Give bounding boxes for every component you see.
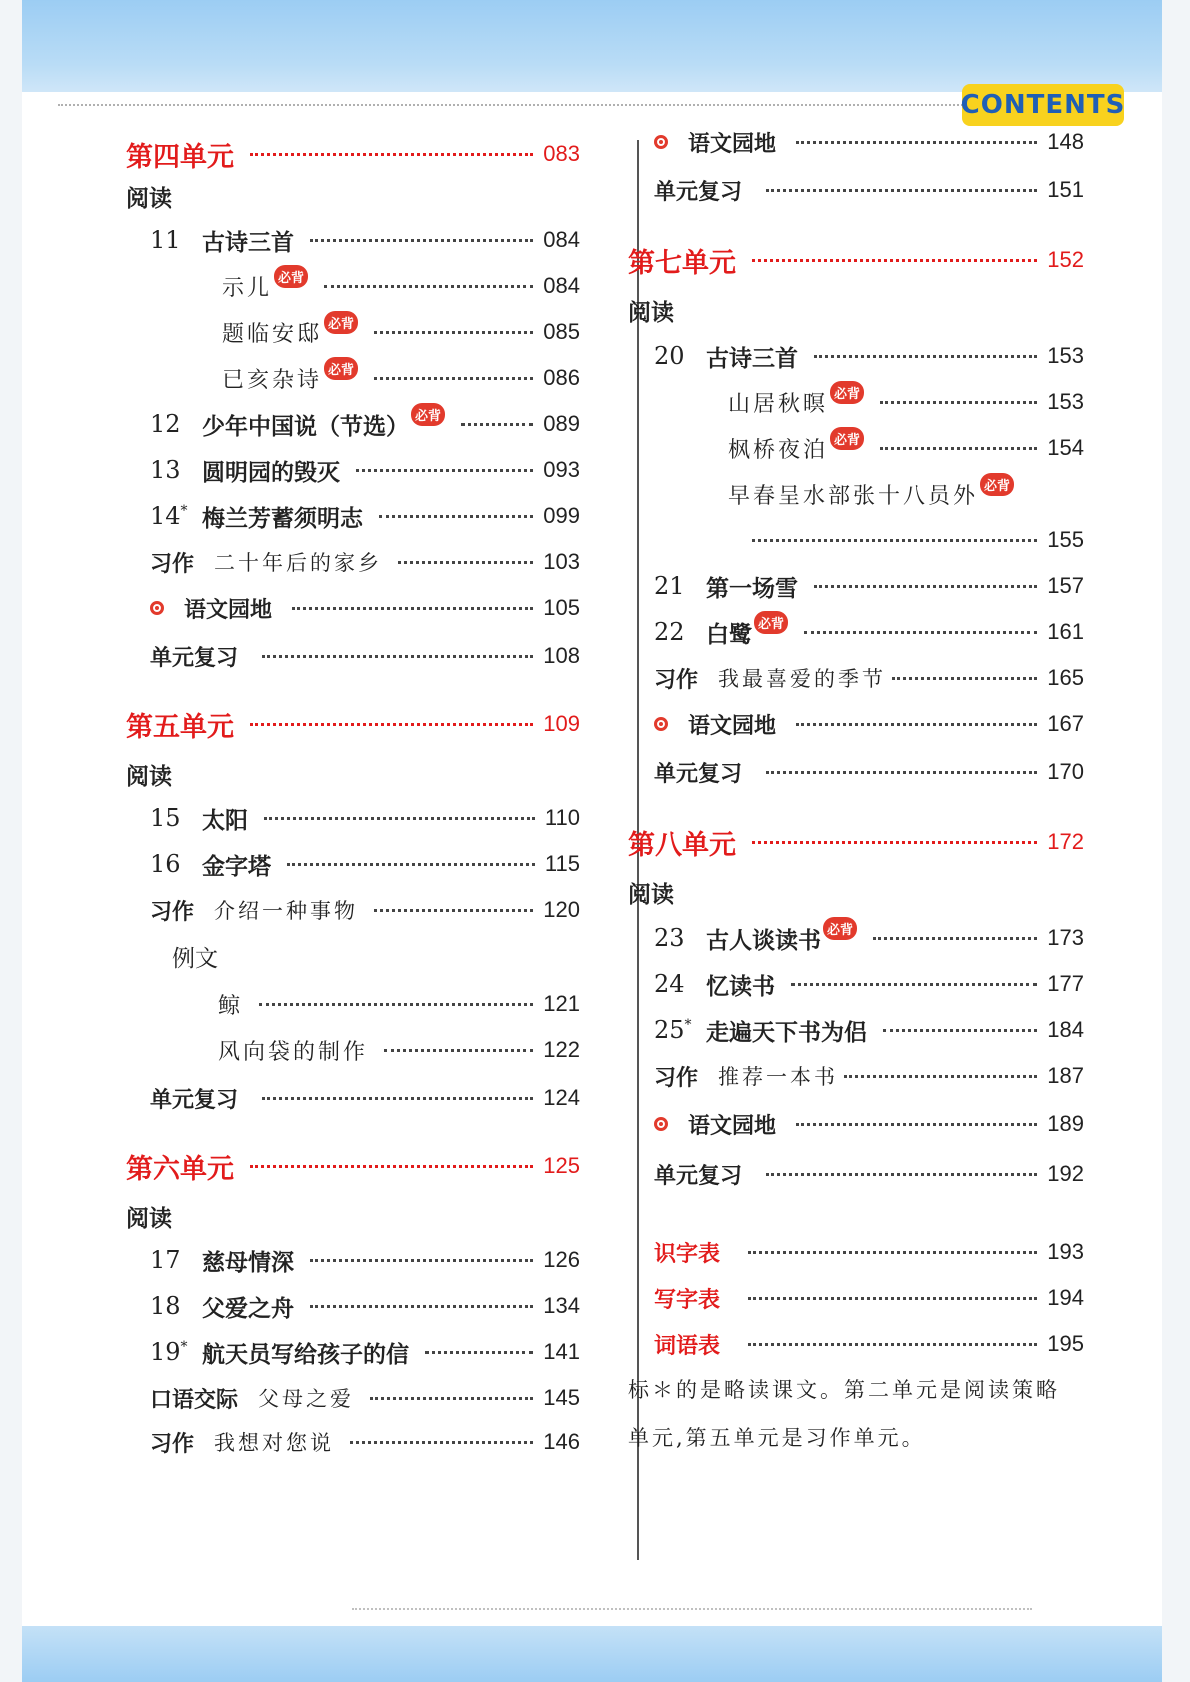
section-reading: 阅读: [126, 1205, 172, 1232]
top-dotted-rule: [58, 104, 986, 106]
toc-poem-shanju[interactable]: 山居秋暝 必背 153: [728, 382, 1084, 422]
must-recite-badge: 必背: [830, 427, 864, 450]
page: [22, 0, 1162, 1682]
example-heading: 例文: [172, 946, 218, 972]
toc-unit-6[interactable]: 第六单元 125: [126, 1153, 580, 1185]
toc-poem-jihai[interactable]: 已亥杂诗 必背 086: [222, 358, 580, 398]
toc-oral-communication[interactable]: 口语交际 父母之爱 145: [150, 1385, 580, 1413]
toc-lesson-14[interactable]: 14* 梅兰芳蓄须明志 099: [150, 502, 580, 532]
toc-lesson-25[interactable]: 25* 走遍天下书为侣 184: [654, 1016, 1084, 1046]
toc-lesson-19[interactable]: 19* 航天员写给孩子的信 141: [150, 1338, 580, 1368]
toc-review-7[interactable]: 单元复习 170: [654, 759, 1084, 787]
toc-garden-4[interactable]: 语文园地 105: [150, 588, 580, 628]
must-recite-badge: 必背: [754, 611, 788, 634]
toc-poem-tilinan[interactable]: 题临安邸 必背 085: [222, 312, 580, 352]
must-recite-badge: 必背: [823, 917, 857, 940]
footnote-line-1: 标＊的是略读课文。第二单元是阅读策略: [628, 1378, 1060, 1402]
toc-writing-8[interactable]: 习作 推荐一本书 187: [654, 1063, 1084, 1091]
toc-review-5[interactable]: 单元复习 124: [150, 1085, 580, 1113]
toc-poem-fengqiao[interactable]: 枫桥夜泊 必背 154: [728, 428, 1084, 468]
toc-unit-8[interactable]: 第八单元 172: [628, 829, 1084, 861]
section-reading: 阅读: [628, 299, 674, 326]
bottom-dotted-rule: [352, 1608, 1032, 1610]
toc-review-4[interactable]: 单元复习 108: [150, 643, 580, 671]
footnote-line-2: 单元,第五单元是习作单元。: [628, 1426, 926, 1450]
toc-garden-8[interactable]: 语文园地 189: [654, 1104, 1084, 1144]
must-recite-badge: 必背: [980, 473, 1014, 496]
toc-lesson-16[interactable]: 16 金字塔 115: [150, 850, 580, 880]
toc-writing-6[interactable]: 习作 我想对您说 146: [150, 1429, 580, 1457]
section-reading: 阅读: [628, 881, 674, 908]
top-band: [22, 0, 1162, 92]
toc-example-windsock[interactable]: 风向袋的制作 122: [218, 1037, 580, 1065]
toc-unit-4[interactable]: 第四单元 083: [126, 141, 580, 173]
toc-poem-zaochun-page[interactable]: 155: [728, 520, 1084, 560]
circle-bullet-icon: [150, 601, 164, 615]
toc-writing-5[interactable]: 习作 介绍一种事物 120: [150, 897, 580, 925]
toc-poem-shier[interactable]: 示儿 必背 084: [222, 266, 580, 306]
toc-lesson-12[interactable]: 12 少年中国说（节选） 必背 089: [150, 404, 580, 444]
toc-example-whale[interactable]: 鲸 121: [218, 991, 580, 1019]
toc-writing-4[interactable]: 习作 二十年后的家乡 103: [150, 549, 580, 577]
circle-bullet-icon: [654, 1117, 668, 1131]
section-reading: 阅读: [126, 185, 172, 212]
toc-lesson-18[interactable]: 18 父爱之舟 134: [150, 1292, 580, 1322]
toc-writing-table[interactable]: 写字表 194: [654, 1285, 1084, 1313]
must-recite-badge: 必背: [274, 265, 308, 288]
toc-garden-6[interactable]: 语文园地 148: [654, 122, 1084, 162]
circle-bullet-icon: [654, 135, 668, 149]
contents-tab: [962, 84, 1124, 126]
toc-literacy-table[interactable]: 识字表 193: [654, 1239, 1084, 1267]
must-recite-badge: 必背: [324, 311, 358, 334]
section-reading: 阅读: [126, 763, 172, 790]
toc-lesson-20[interactable]: 20 古诗三首 153: [654, 342, 1084, 372]
toc-lesson-13[interactable]: 13 圆明园的毁灭 093: [150, 456, 580, 486]
toc-lesson-23[interactable]: 23 古人谈读书 必背 173: [654, 918, 1084, 958]
circle-bullet-icon: [654, 717, 668, 731]
contents-label: CONTENTS: [960, 90, 1126, 120]
toc-poem-zaochun[interactable]: 早春呈水部张十八员外 必背: [728, 474, 1084, 514]
toc-lesson-21[interactable]: 21 第一场雪 157: [654, 572, 1084, 602]
bottom-band: [22, 1626, 1162, 1682]
toc-garden-7[interactable]: 语文园地 167: [654, 704, 1084, 744]
must-recite-badge: 必背: [411, 403, 445, 426]
toc-lesson-15[interactable]: 15 太阳 110: [150, 804, 580, 834]
toc-lesson-22[interactable]: 22 白鹭 必背 161: [654, 612, 1084, 652]
toc-lesson-17[interactable]: 17 慈母情深 126: [150, 1246, 580, 1276]
toc-writing-7[interactable]: 习作 我最喜爱的季节 165: [654, 665, 1084, 693]
must-recite-badge: 必背: [324, 357, 358, 380]
must-recite-badge: 必背: [830, 381, 864, 404]
toc-lesson-11[interactable]: 11 古诗三首 084: [150, 226, 580, 256]
toc-unit-5[interactable]: 第五单元 109: [126, 711, 580, 743]
toc-review-6[interactable]: 单元复习 151: [654, 177, 1084, 205]
toc-unit-7[interactable]: 第七单元 152: [628, 247, 1084, 279]
toc-vocabulary-table[interactable]: 词语表 195: [654, 1331, 1084, 1359]
toc-lesson-24[interactable]: 24 忆读书 177: [654, 970, 1084, 1000]
toc-review-8[interactable]: 单元复习 192: [654, 1161, 1084, 1189]
